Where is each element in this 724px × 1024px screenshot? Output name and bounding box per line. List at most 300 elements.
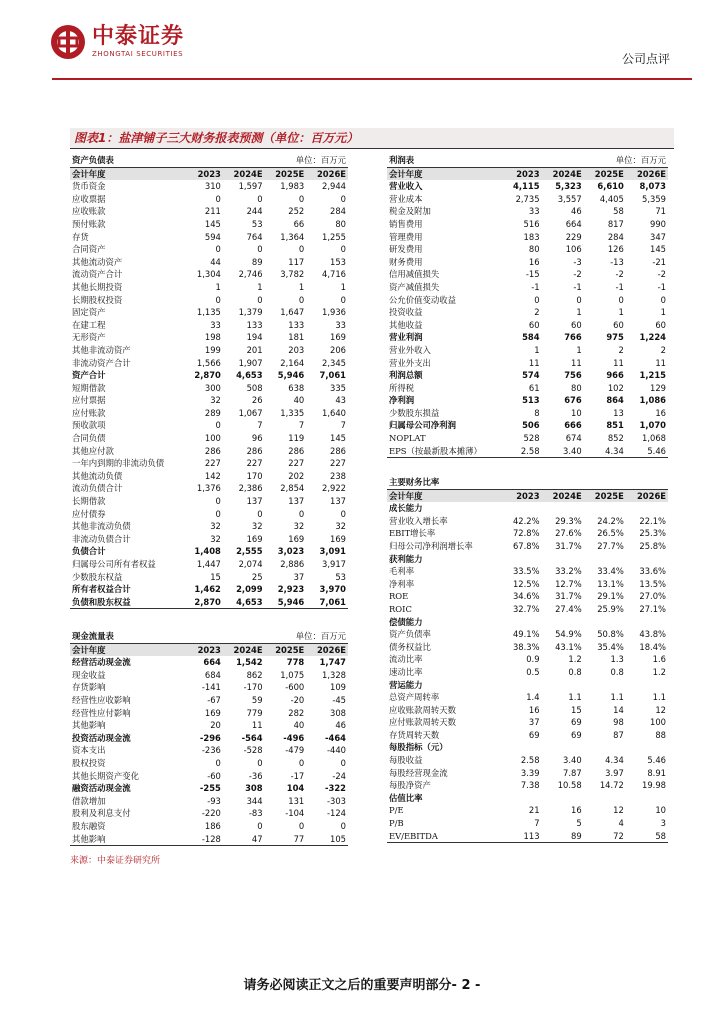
row-value: 10	[655, 805, 666, 816]
row-value: 5,946	[265, 596, 307, 609]
row-value: 227	[204, 458, 221, 469]
row-value	[542, 741, 584, 754]
row-value: 3.39	[520, 767, 540, 778]
row-value	[626, 616, 668, 629]
row-value: -1	[615, 281, 624, 292]
balance-sheet-table	[70, 154, 348, 609]
row-value: 13	[613, 407, 624, 418]
row-value: 638	[288, 382, 305, 393]
row-value: 852	[607, 433, 624, 444]
table-header-row	[70, 643, 348, 656]
row-label: 净利率	[389, 578, 415, 589]
row-value: 59	[251, 694, 263, 705]
row-label: P/B	[389, 818, 404, 829]
row-value: 0	[215, 244, 221, 255]
row-value: 60	[571, 319, 582, 330]
row-value: 8,073	[639, 181, 666, 192]
row-label: 净利润	[389, 395, 415, 406]
row-value: 0	[340, 757, 346, 768]
table-row	[387, 502, 668, 515]
row-value: 66	[293, 218, 305, 229]
row-value: 2	[534, 307, 540, 318]
column-header: 会计年度	[70, 167, 181, 180]
row-value: 347	[650, 231, 666, 242]
table-row	[70, 694, 348, 707]
row-value: 284	[607, 231, 624, 242]
row-value: 80	[571, 382, 582, 393]
row-value: 990	[650, 218, 666, 229]
row-value: 0	[257, 193, 263, 204]
row-value: 1	[660, 307, 666, 318]
row-value: 67.8%	[512, 540, 540, 551]
row-value: 35.4%	[597, 641, 624, 652]
row-value: 1,304	[196, 269, 221, 280]
row-value: 72.8%	[512, 528, 540, 539]
row-label: 速动比率	[389, 666, 423, 677]
row-value: 88	[655, 729, 666, 740]
row-label: 应收票据	[72, 193, 106, 204]
table-row	[70, 470, 348, 483]
row-value: 27.7%	[597, 540, 624, 551]
row-value: 1,364	[280, 231, 305, 242]
row-value: 145	[650, 244, 666, 255]
row-label: 营业收入	[389, 181, 423, 192]
row-value: 72	[584, 830, 626, 843]
row-value: 0	[215, 508, 221, 519]
row-label: 每股收益	[389, 755, 423, 766]
row-value: 286	[246, 445, 263, 456]
row-value: 7	[534, 818, 540, 829]
row-label: 固定资产	[72, 307, 106, 318]
table-row	[387, 830, 668, 843]
table-row	[387, 193, 668, 206]
row-value: 181	[288, 332, 305, 343]
row-value: 5,323	[555, 181, 582, 192]
row-value: 169	[288, 533, 305, 544]
table-title-row	[387, 476, 668, 489]
row-value: 53	[335, 571, 346, 582]
row-value: 1,328	[322, 669, 346, 680]
table-row	[387, 515, 668, 528]
row-value: 1.1	[610, 692, 624, 703]
row-value: 60	[613, 319, 624, 330]
row-value: 25.3%	[639, 528, 666, 539]
row-value: 1,983	[280, 181, 305, 192]
row-label: 货币资金	[72, 181, 106, 192]
table-row	[70, 419, 348, 432]
row-value: 817	[607, 218, 624, 229]
row-value: -255	[199, 783, 221, 794]
row-value: 109	[330, 682, 346, 693]
row-value: 1,408	[194, 546, 221, 557]
row-label: 资产负债率	[389, 629, 431, 640]
row-label: 其他非流动资产	[72, 344, 131, 355]
column-header: 2024E	[542, 167, 584, 180]
table-row	[387, 679, 668, 692]
row-value: 0	[215, 757, 221, 768]
row-value	[499, 679, 541, 692]
column-header: 2025E	[584, 489, 626, 502]
row-value	[584, 679, 626, 692]
row-value: 766	[564, 332, 582, 343]
row-label: 营业外支出	[389, 357, 431, 368]
row-value: 100	[650, 717, 666, 728]
table-row	[70, 545, 348, 558]
row-value: 4,653	[223, 596, 265, 609]
row-value: 137	[330, 496, 346, 507]
row-label: 其他流动资产	[72, 256, 123, 267]
row-value: 0	[215, 193, 221, 204]
row-value: 12	[655, 704, 666, 715]
row-value: 7.87	[563, 767, 582, 778]
table-row	[387, 218, 668, 231]
row-value: 43.8%	[639, 629, 666, 640]
table-row	[387, 231, 668, 244]
table-row	[387, 641, 668, 654]
row-label: 研发费用	[389, 244, 423, 255]
row-value: 1,936	[322, 307, 346, 318]
row-value: -3	[573, 256, 582, 267]
row-value: 10	[571, 407, 582, 418]
row-value: 38.3%	[512, 641, 540, 652]
table-row	[70, 707, 348, 720]
row-value: 33	[210, 319, 221, 330]
table-row	[70, 394, 348, 407]
row-value: 4,405	[599, 193, 624, 204]
row-value: 169	[330, 533, 346, 544]
row-value: 227	[288, 458, 305, 469]
row-label: 估值比率	[389, 792, 423, 803]
row-label: 其他收益	[389, 319, 423, 330]
column-header: 2025E	[265, 167, 307, 180]
table-row	[70, 558, 348, 571]
row-value: 0	[340, 193, 346, 204]
row-value: 37	[293, 571, 305, 582]
row-value: 1.1	[652, 692, 666, 703]
row-value: 1	[257, 281, 263, 292]
row-value: 153	[330, 256, 346, 267]
row-value: 286	[204, 445, 221, 456]
row-value: 2,099	[236, 584, 263, 595]
row-value: 0	[340, 294, 346, 305]
table-row	[387, 691, 668, 704]
table-row	[387, 578, 668, 591]
table-row	[387, 445, 668, 458]
row-label: 合同负债	[72, 433, 106, 444]
row-value	[584, 792, 626, 805]
row-value: 0	[257, 294, 263, 305]
row-value: 0.8	[568, 666, 582, 677]
row-label: 短期借款	[72, 382, 106, 393]
row-value: 169	[330, 332, 346, 343]
row-value: 310	[204, 181, 221, 192]
row-value: 186	[204, 820, 221, 831]
row-value: 1.3	[610, 654, 624, 665]
source-note: 来源：中泰证券研究所	[70, 856, 161, 866]
row-value: 113	[499, 830, 541, 843]
row-value: 33	[335, 319, 346, 330]
row-value: 2,922	[322, 483, 346, 494]
row-value: 11	[528, 357, 540, 368]
row-value: 0	[340, 508, 346, 519]
row-label: 应收账款	[72, 206, 106, 217]
table-row	[70, 344, 348, 357]
row-value: 16	[528, 256, 540, 267]
row-value: 126	[607, 244, 624, 255]
table-row	[387, 767, 668, 780]
row-value: 33.6%	[639, 566, 666, 577]
row-value: -20	[290, 694, 305, 705]
row-label: 预付账款	[72, 218, 106, 229]
table-row	[387, 754, 668, 767]
row-label: 负债和股东权益	[70, 596, 181, 609]
column-header: 2023	[181, 167, 223, 180]
row-value: 1,447	[196, 559, 221, 569]
row-label: 管理费用	[389, 231, 423, 242]
row-label: 营业利润	[389, 332, 423, 343]
row-value: 31.7%	[555, 540, 582, 551]
table-row	[70, 382, 348, 395]
row-value: 137	[288, 496, 305, 507]
row-label: 获利能力	[389, 553, 423, 564]
row-value: 229	[565, 231, 582, 242]
row-value: 20	[210, 720, 221, 731]
row-value: -528	[243, 745, 263, 756]
row-value: 1	[340, 281, 346, 292]
row-value: 2,074	[238, 559, 263, 569]
row-value: 3,023	[277, 546, 305, 557]
table-title: 现金流量表	[70, 630, 265, 643]
row-value: 69	[528, 729, 540, 740]
row-value: 244	[246, 206, 263, 217]
table-row	[70, 256, 348, 269]
row-value: -141	[201, 682, 221, 693]
row-label: 营业成本	[389, 193, 423, 204]
row-value: 966	[606, 370, 624, 381]
table-row	[70, 231, 348, 244]
row-value: 26	[251, 395, 263, 406]
row-value: 8.91	[647, 767, 666, 778]
row-value: 308	[245, 783, 263, 794]
row-label: 经营性应付影响	[72, 707, 131, 718]
row-label: 所得税	[389, 382, 415, 393]
column-header: 2026E	[626, 489, 668, 502]
row-value: 80	[528, 244, 540, 255]
row-value: 27.0%	[639, 591, 666, 602]
row-value: 5.46	[647, 755, 666, 766]
row-value: -128	[181, 833, 223, 846]
row-label: 公允价值变动收益	[389, 294, 456, 305]
row-value: 1,335	[280, 407, 305, 418]
row-value: 133	[246, 319, 263, 330]
row-value: -440	[326, 745, 346, 756]
table-row	[70, 583, 348, 596]
row-value: 89	[251, 256, 263, 267]
table-unit: 单位：百万元	[265, 154, 348, 167]
row-label: 其他非流动负债	[72, 521, 131, 532]
row-label: 每股经营现金流	[389, 767, 448, 778]
row-value: 1,224	[639, 332, 666, 343]
row-value: 0	[298, 244, 305, 255]
table-row	[70, 656, 348, 669]
cash-flow-table	[70, 630, 348, 846]
table-title-row	[70, 154, 348, 167]
row-value: 3,917	[322, 559, 346, 569]
table-row	[70, 833, 348, 846]
row-value: 0	[298, 757, 305, 768]
table-row	[70, 407, 348, 420]
row-value: 7.38	[520, 780, 540, 791]
row-value: -24	[332, 770, 346, 781]
table-row	[387, 817, 668, 830]
row-value	[542, 616, 584, 629]
row-value: 1	[576, 344, 582, 355]
row-value: 12	[613, 805, 624, 816]
row-value: 0	[257, 820, 263, 831]
row-value: 43.1%	[555, 641, 582, 652]
row-label: 经营性应收影响	[72, 694, 131, 705]
row-value: 201	[246, 344, 263, 355]
row-value: 864	[606, 395, 624, 406]
row-value: 16	[528, 704, 540, 715]
row-value: -496	[283, 732, 305, 743]
row-label: 存货周转天数	[389, 729, 440, 740]
row-value: -303	[326, 795, 346, 806]
row-value: 7	[340, 420, 346, 431]
row-label: 一年内到期的非流动负债	[72, 458, 165, 469]
row-label: 其他影响	[70, 833, 181, 846]
row-value: -322	[325, 783, 346, 794]
row-value: 77	[265, 833, 307, 846]
row-value: -13	[610, 256, 624, 267]
row-label: 少数股东权益	[72, 571, 123, 582]
row-value: 1,907	[238, 357, 263, 368]
row-value: 4,653	[236, 370, 263, 381]
row-value: 27.1%	[639, 603, 666, 614]
row-value: 33.5%	[512, 566, 540, 577]
row-value: 11	[571, 357, 582, 368]
row-value	[542, 679, 584, 692]
financial-ratios-table	[387, 476, 668, 843]
table-row	[70, 669, 348, 682]
row-value: 27.4%	[555, 603, 582, 614]
row-value: 13.1%	[597, 578, 624, 589]
row-value: 16	[655, 407, 666, 418]
table-row	[387, 804, 668, 817]
row-value: 5,946	[277, 370, 305, 381]
table-row	[387, 779, 668, 792]
row-value: -2	[657, 269, 666, 280]
row-label: 毛利率	[389, 566, 415, 577]
table-row	[387, 306, 668, 319]
table-row	[387, 729, 668, 742]
row-value: 4	[618, 818, 624, 829]
row-value: -464	[325, 732, 346, 743]
row-value: 199	[204, 344, 221, 355]
row-value: 15	[571, 704, 582, 715]
row-value: 14.72	[599, 780, 624, 791]
row-value: 49.1%	[512, 629, 540, 640]
row-value: 1,597	[238, 181, 263, 192]
row-value: 513	[522, 395, 540, 406]
column-header: 会计年度	[387, 167, 499, 180]
row-value: 778	[286, 657, 305, 668]
row-value: 1,376	[196, 483, 221, 494]
row-label: 股权投资	[72, 757, 106, 768]
table-row	[387, 792, 668, 805]
row-label: 营运能力	[389, 679, 423, 690]
row-label: 流动比率	[389, 654, 423, 665]
row-value: 96	[251, 433, 263, 444]
row-label: 其他影响	[72, 720, 106, 731]
row-value: 1,379	[238, 307, 263, 318]
row-value: -17	[290, 770, 305, 781]
row-value: 1,255	[322, 231, 346, 242]
row-value: 1,462	[194, 584, 221, 595]
row-value: 0	[576, 294, 582, 305]
row-label: 投资收益	[389, 307, 423, 318]
row-label: 融资活动现金流	[72, 783, 131, 794]
row-value: 3,557	[557, 193, 582, 204]
header-divider	[52, 78, 692, 80]
row-value: 2,164	[280, 357, 305, 368]
row-label: 非流动资产合计	[72, 357, 131, 368]
table-title: 利润表	[387, 154, 584, 167]
row-value: 133	[288, 319, 305, 330]
row-value: 1,070	[639, 420, 666, 431]
row-value: -124	[326, 808, 346, 819]
row-value: 18.4%	[639, 641, 666, 652]
row-label: 经营活动现金流	[72, 657, 131, 668]
row-value: 170	[246, 470, 263, 481]
row-value: 32	[293, 521, 305, 532]
row-value: 71	[655, 206, 666, 217]
row-value: 169	[204, 707, 221, 718]
row-value: 11	[613, 357, 624, 368]
table-row	[387, 590, 668, 603]
row-value	[542, 553, 584, 566]
row-value: 3,091	[319, 546, 346, 557]
row-value: 29.3%	[555, 515, 582, 526]
table-row	[70, 306, 348, 319]
row-value: 60	[528, 319, 540, 330]
row-label: 长期股权投资	[72, 294, 123, 305]
table-row	[70, 193, 348, 206]
row-value: 0	[298, 193, 305, 204]
row-label: 利润总额	[389, 370, 423, 381]
document-type: 公司点评	[621, 52, 670, 66]
row-value: 0.5	[526, 666, 540, 677]
row-value: 3,970	[319, 584, 346, 595]
row-value: 1,566	[196, 357, 221, 368]
row-label: ROIC	[389, 603, 412, 614]
row-value: 44	[210, 256, 221, 267]
row-value: 32	[210, 395, 221, 406]
table-row	[387, 180, 668, 193]
table-row	[70, 508, 348, 521]
column-header: 2023	[499, 167, 541, 180]
row-value: 756	[564, 370, 582, 381]
table-row	[70, 782, 348, 795]
row-value: 21	[528, 805, 540, 816]
row-value: 183	[523, 231, 540, 242]
row-value	[626, 792, 668, 805]
table-header-row	[70, 167, 348, 180]
table-row	[70, 218, 348, 231]
row-label: 应付债券	[72, 508, 106, 519]
row-value	[626, 741, 668, 754]
row-value: 32	[251, 521, 263, 532]
